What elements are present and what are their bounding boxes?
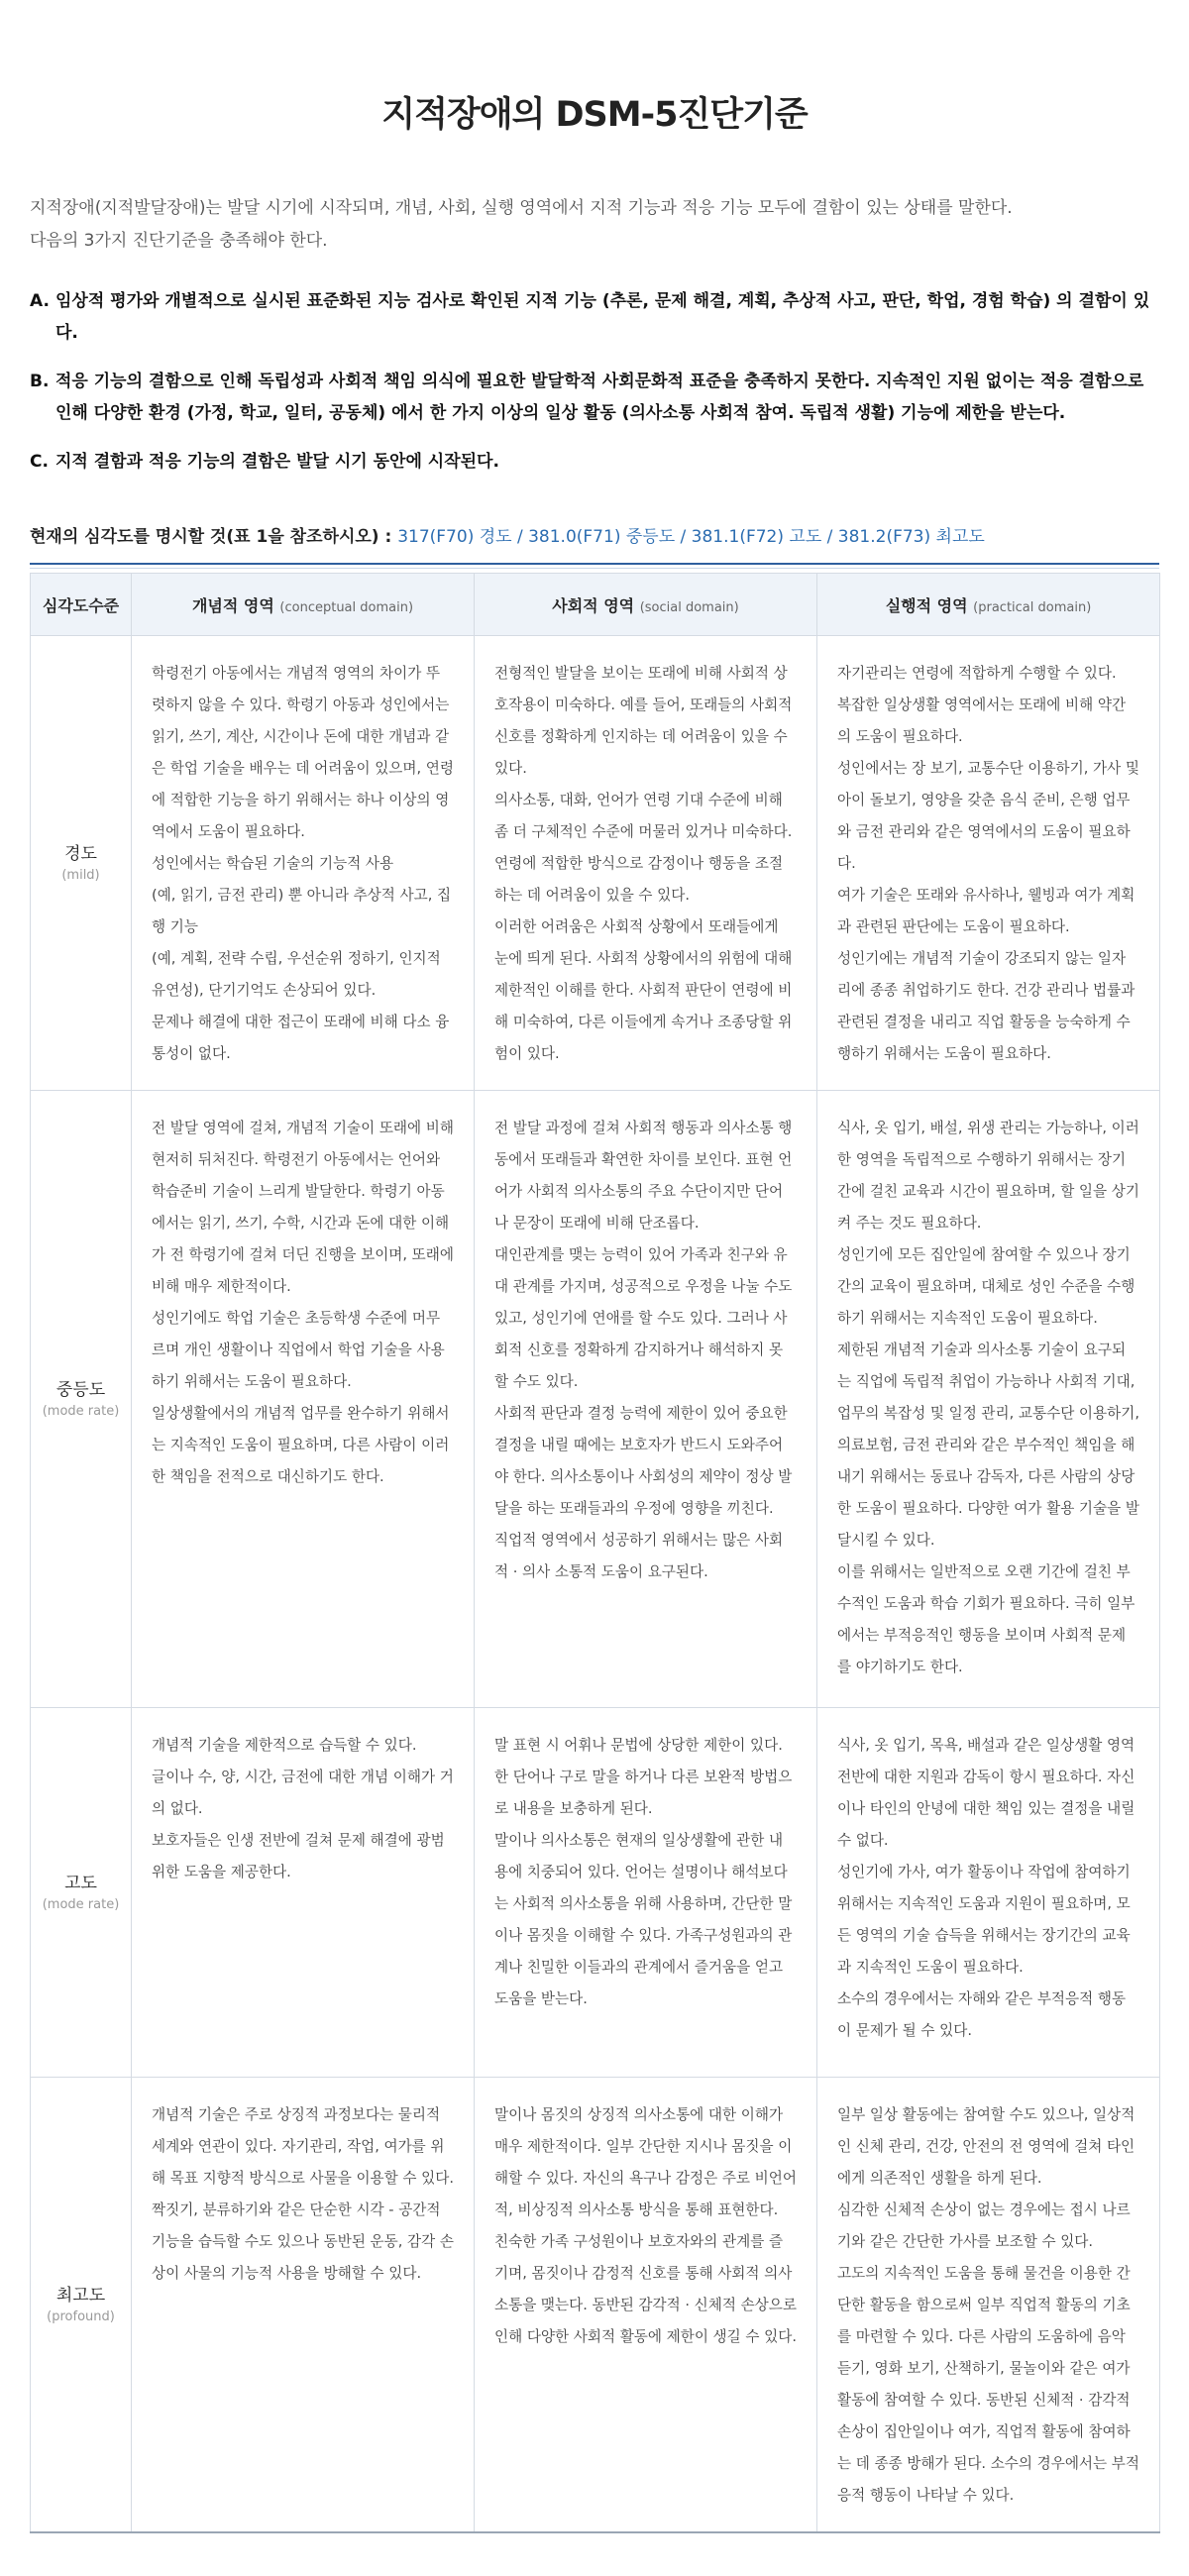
criterion-label: C.	[30, 452, 49, 472]
intro-line: 다음의 3가지 진단기준을 충족해야 한다.	[30, 231, 328, 251]
intro-line: 지적장애(지적발달장애)는 발달 시기에 시작되며, 개념, 사회, 실행 영역에서 지적 기능과 적응 기능 모두에 결함이 있는 상태를 말한다.	[30, 198, 1013, 218]
cell-paragraph: 사회적 판단과 결정 능력에 제한이 있어 중요한 결정을 내릴 때에는 보호자가 반드시 도와주어야 한다. 의사소통이나 사회성의 제약이 정상 발달을 하는 또래들과의 우정에 영향을 끼친다.	[494, 1405, 793, 1517]
practical-cell	[817, 2078, 1160, 2533]
table-row	[31, 636, 1160, 1091]
cell-paragraph: 문제나 해결에 대한 접근이 또래에 비해 다소 융통성이 없다.	[152, 1014, 450, 1062]
cell-paragraph: 의사소통, 대화, 언어가 연령 기대 수준에 비해 좀 더 구체적인 수준에 머물러 있거나 미숙하다. 연령에 적합한 방식으로 감정이나 행동을 조절하는 데 어려움이 있을 수 있다.	[494, 792, 793, 904]
severity-note	[30, 521, 1159, 563]
criterion-a	[30, 285, 1159, 349]
cell-paragraph: 성인기에도 학업 기술은 초등학생 수준에 머무르며 개인 생활이나 직업에서 학업 기술을 사용하기 위해서는 도움이 필요하다.	[152, 1310, 445, 1390]
cell-paragraph: 전 발달 영역에 걸쳐, 개념적 기술이 또래에 비해 현저히 뒤처진다. 학령전기 아동에서는 언어와 학습준비 기술이 느리게 발달한다. 학령기 아동에서는 읽기, 쓰기, 수학, 시간과 돈에 대한 이해가 전 학령기에 걸쳐 더딘 진행을 보이며, 또래에 비해 매우 제한적이다.	[152, 1120, 454, 1295]
cell-paragraph: 성인기에는 개념적 기술이 강조되지 않는 일자리에 종종 취업하기도 한다. 건강 관리나 법률과 관련된 결정을 내리고 직업 활동을 능숙하게 수행하기 위해서는 도움이 필요하다.	[837, 950, 1135, 1062]
cell-paragraph: 보호자들은 인생 전반에 걸쳐 문제 해결에 광범위한 도움을 제공한다.	[152, 1832, 445, 1880]
page-title: 지적장애의 DSM-5진단기준	[381, 95, 808, 135]
cell-paragraph: 일부 일상 활동에는 참여할 수도 있으나, 일상적인 신체 관리, 건강, 안전의 전 영역에 걸쳐 타인에게 의존적인 생활을 하게 된다.	[837, 2106, 1135, 2187]
header-sublabel: (practical domain)	[973, 599, 1092, 615]
cell-paragraph: 고도의 지속적인 도움을 통해 물건을 이용한 간단한 활동을 함으로써 일부 직업적 활동의 기초를 마련할 수 있다. 다른 사람의 도움하에 음악 듣기, 영화 보기, 산책하기, 물놀이와 같은 여가 활동에 참여할 수 있다. 동반된 신체적 · 감각적 손상이 집안일이나 여가, 직업적 활동에 참여하는 데 종종 방해가 된다. 소수의 경우에서는 부적응적 행동이 나타날 수 있다.	[837, 2265, 1139, 2504]
cell-paragraph: 식사, 옷 입기, 배설, 위생 관리는 가능하나, 이러한 영역을 독립적으로 수행하기 위해서는 장기간에 걸친 교육과 시간이 필요하며, 할 일을 상기켜 주는 것도 필요하다.	[837, 1120, 1139, 1232]
intro	[30, 192, 1159, 258]
level-name: 최고도	[55, 2286, 106, 2306]
cell-paragraph: 이를 위해서는 일반적으로 오랜 기간에 걸친 부수적인 도움과 학습 기회가 필요하다. 극히 일부에서는 부적응적인 행동을 보이며 사회적 문제를 야기하기도 한다.	[837, 1563, 1135, 1675]
conceptual-cell	[132, 636, 475, 1091]
cell-paragraph: (예, 읽기, 금전 관리) 뿐 아니라 추상적 사고, 집행 기능	[152, 887, 452, 935]
practical-cell	[817, 1091, 1160, 1708]
severity-label: 현재의 심각도를 명시할 것(표 1을 참조하시오) :	[30, 527, 398, 547]
level-cell	[31, 636, 132, 1091]
cell-paragraph: 이러한 어려움은 사회적 상황에서 또래들에게 눈에 띄게 된다. 사회적 상황에서의 위험에 대해 제한적인 이해를 한다. 사회적 판단이 연령에 비해 미숙하여, 다른 이들에게 속거나 조종당할 위험이 있다.	[494, 918, 793, 1062]
social-cell	[475, 1708, 817, 2078]
divider	[30, 563, 1159, 569]
cell-paragraph: 대인관계를 맺는 능력이 있어 가족과 친구와 유대 관계를 가지며, 성공적으로 우정을 나눌 수도 있고, 성인기에 연애를 할 수도 있다. 그러나 사회적 신호를 정확하게 감지하거나 해석하지 못할 수도 있다.	[494, 1246, 793, 1390]
cell-paragraph: 개념적 기술은 주로 상징적 과정보다는 물리적 세계와 연관이 있다. 자기관리, 작업, 여가를 위해 목표 지향적 방식으로 사물을 이용할 수 있다. 짝짓기, 분류하기와 같은 단순한 시각 - 공간적 기능을 습득할 수도 있으나 동반된 운동, 감각 손상이 사물의 기능적 사용을 방해할 수 있다.	[152, 2106, 454, 2282]
header-label: 실행적 영역	[885, 595, 968, 615]
table-row	[31, 1091, 1160, 1708]
cell-paragraph: 말이나 몸짓의 상징적 의사소통에 대한 이해가 매우 제한적이다. 일부 간단한 지시나 몸짓을 이해할 수 있다. 자신의 욕구나 감정은 주로 비언어적, 비상징적 의사소통 방식을 통해 표현한다.	[494, 2106, 797, 2218]
cell-paragraph: 식사, 옷 입기, 목욕, 배설과 같은 일상생활 영역 전반에 대한 지원과 감독이 항시 필요하다. 자신이나 타인의 안녕에 대한 책임 있는 결정을 내릴 수 없다.	[837, 1737, 1135, 1849]
header-label: 심각도수준	[42, 595, 120, 615]
conceptual-cell	[132, 1708, 475, 2078]
cell-paragraph: 성인기에 모든 집안일에 참여할 수 있으나 장기간의 교육이 필요하며, 대체로 성인 수준을 수행하기 위해서는 지속적인 도움이 필요하다.	[837, 1246, 1135, 1327]
criterion-c	[30, 446, 1159, 478]
conceptual-cell	[132, 2078, 475, 2533]
cell-paragraph: (예, 계획, 전략 수립, 우선순위 정하기, 인지적 유연성), 단기기억도 손상되어 있다.	[152, 950, 441, 999]
practical-cell	[817, 1708, 1160, 2078]
social-cell	[475, 636, 817, 1091]
severity-table	[30, 573, 1160, 2533]
level-cell	[31, 1091, 132, 1708]
level-cell	[31, 2078, 132, 2533]
criterion-b	[30, 366, 1159, 429]
level-name: 중등도	[55, 1380, 106, 1400]
cell-paragraph: 소수의 경우에서는 자해와 같은 부적응적 행동이 문제가 될 수 있다.	[837, 1990, 1127, 2039]
header-level	[31, 574, 132, 636]
cell-paragraph: 성인에서는 학습된 기술의 기능적 사용	[152, 855, 394, 872]
cell-paragraph: 여가 기술은 또래와 유사하나, 웰빙과 여가 계획과 관련된 판단에는 도움이 필요하다.	[837, 887, 1135, 935]
cell-paragraph: 전형적인 발달을 보이는 또래에 비해 사회적 상호작용이 미숙하다. 예를 들어, 또래들의 사회적 신호를 정확하게 인지하는 데 어려움이 있을 수 있다.	[494, 665, 793, 777]
criterion-label: B.	[30, 372, 50, 391]
criterion-text: 적응 기능의 결함으로 인해 독립성과 사회적 책임 의식에 필요한 발달학적 사회문화적 표준을 충족하지 못한다. 지속적인 지원 없이는 적응 결함으로 인해 다양한 환경 (가정, 학교, 일터, 공동체) 에서 한 가지 이상의 일상 활동 (의사소통 사회적 참여. 독립적 생활) 기능에 제한을 받는다.	[55, 372, 1144, 423]
level-english: (mode rate)	[42, 1897, 120, 1912]
cell-paragraph: 직업적 영역에서 성공하기 위해서는 많은 사회적 · 의사 소통적 도움이 요구된다.	[494, 1532, 784, 1580]
cell-paragraph: 전 발달 과정에 걸쳐 사회적 행동과 의사소통 행동에서 또래들과 확연한 차이를 보인다. 표현 언어가 사회적 의사소통의 주요 수단이지만 단어나 문장이 또래에 비해 단조롭다.	[494, 1120, 793, 1232]
cell-paragraph: 글이나 수, 양, 시간, 금전에 대한 개념 이해가 거의 없다.	[152, 1769, 454, 1817]
level-english: (mode rate)	[42, 1404, 120, 1419]
practical-cell	[817, 636, 1160, 1091]
cell-paragraph: 자기관리는 연령에 적합하게 수행할 수 있다.	[837, 665, 1117, 682]
cell-paragraph: 개념적 기술을 제한적으로 습득할 수 있다.	[152, 1737, 417, 1754]
criterion-label: A.	[30, 291, 50, 311]
header-practical	[817, 574, 1160, 636]
cell-paragraph: 말이나 의사소통은 현재의 일상생활에 관한 내용에 치중되어 있다. 언어는 설명이나 해석보다는 사회적 의사소통을 위해 사용하며, 간단한 말이나 몸짓을 이해할 수 있다. 가족구성원과의 관계나 친밀한 이들과의 관계에서 즐거움을 얻고 도움을 받는다.	[494, 1832, 793, 2007]
conceptual-cell	[132, 1091, 475, 1708]
level-english: (mild)	[61, 868, 100, 883]
level-cell	[31, 1708, 132, 2078]
header-label: 개념적 영역	[191, 595, 274, 615]
cell-paragraph: 성인기에 가사, 여가 활동이나 작업에 참여하기 위해서는 지속적인 도움과 지원이 필요하며, 모든 영역의 기술 습득을 위해서는 장기간의 교육과 지속적인 도움이 필요하다.	[837, 1864, 1131, 1976]
severity-codes: 317(F70) 경도 / 381.0(F71) 중등도 / 381.1(F72) 고도 / 381.2(F73) 최고도	[397, 527, 985, 547]
header-sublabel: (conceptual domain)	[279, 599, 414, 615]
criteria-list	[30, 285, 1159, 478]
cell-paragraph: 일상생활에서의 개념적 업무를 완수하기 위해서는 지속적인 도움이 필요하며, 다른 사람이 이러한 책임을 전적으로 대신하기도 한다.	[152, 1405, 450, 1485]
cell-paragraph: 제한된 개념적 기술과 의사소통 기술이 요구되는 직업에 독립적 취업이 가능하나 사회적 기대, 업무의 복잡성 및 일정 관리, 교통수단 이용하기, 의료보험, 금전 관리와 같은 부수적인 책임을 해내기 위해서는 동료나 감독자, 다른 사람의 상당한 도움이 필요하다. 다양한 여가 활용 기술을 발달시킬 수 있다.	[837, 1342, 1139, 1549]
table-row	[31, 1708, 1160, 2078]
cell-paragraph: 심각한 신체적 손상이 없는 경우에는 접시 나르기와 같은 간단한 가사를 보조할 수 있다.	[837, 2201, 1131, 2250]
level-name: 고도	[64, 1874, 97, 1893]
social-cell	[475, 1091, 817, 1708]
table-header-row	[31, 574, 1160, 636]
criterion-text: 임상적 평가와 개별적으로 실시된 표준화된 지능 검사로 확인된 지적 기능 (추론, 문제 해결, 계획, 추상적 사고, 판단, 학업, 경험 학습) 의 결함이 있다.	[55, 291, 1150, 343]
level-name: 경도	[64, 844, 97, 864]
cell-paragraph: 복잡한 일상생활 영역에서는 또래에 비해 약간의 도움이 필요하다.	[837, 697, 1127, 745]
cell-paragraph: 친숙한 가족 구성원이나 보호자와의 관계를 즐기며, 몸짓이나 감정적 신호를 통해 사회적 의사소통을 맺는다. 동반된 감각적 · 신체적 손상으로 인해 다양한 사회적 활동에 제한이 생길 수 있다.	[494, 2233, 797, 2345]
level-english: (profound)	[47, 2309, 115, 2324]
header-label: 사회적 영역	[552, 595, 635, 615]
cell-paragraph: 학령전기 아동에서는 개념적 영역의 차이가 뚜렷하지 않을 수 있다. 학령기 아동과 성인에서는 읽기, 쓰기, 계산, 시간이나 돈에 대한 개념과 같은 학업 기술을 배우는 데 어려움이 있으며, 연령에 적합한 기능을 하기 위해서는 하나 이상의 영역에서 도움이 필요하다.	[152, 665, 454, 840]
social-cell	[475, 2078, 817, 2533]
header-sublabel: (social domain)	[639, 599, 739, 615]
header-conceptual	[132, 574, 475, 636]
cell-paragraph: 말 표현 시 어휘나 문법에 상당한 제한이 있다. 한 단어나 구로 말을 하거나 다른 보완적 방법으로 내용을 보충하게 된다.	[494, 1737, 793, 1817]
header-social	[475, 574, 817, 636]
criterion-text: 지적 결함과 적응 기능의 결함은 발달 시기 동안에 시작된다.	[55, 452, 499, 472]
cell-paragraph: 성인에서는 장 보기, 교통수단 이용하기, 가사 및 아이 돌보기, 영양을 갖춘 음식 준비, 은행 업무와 금전 관리와 같은 영역에서의 도움이 필요하다.	[837, 760, 1139, 872]
table-row	[31, 2078, 1160, 2533]
